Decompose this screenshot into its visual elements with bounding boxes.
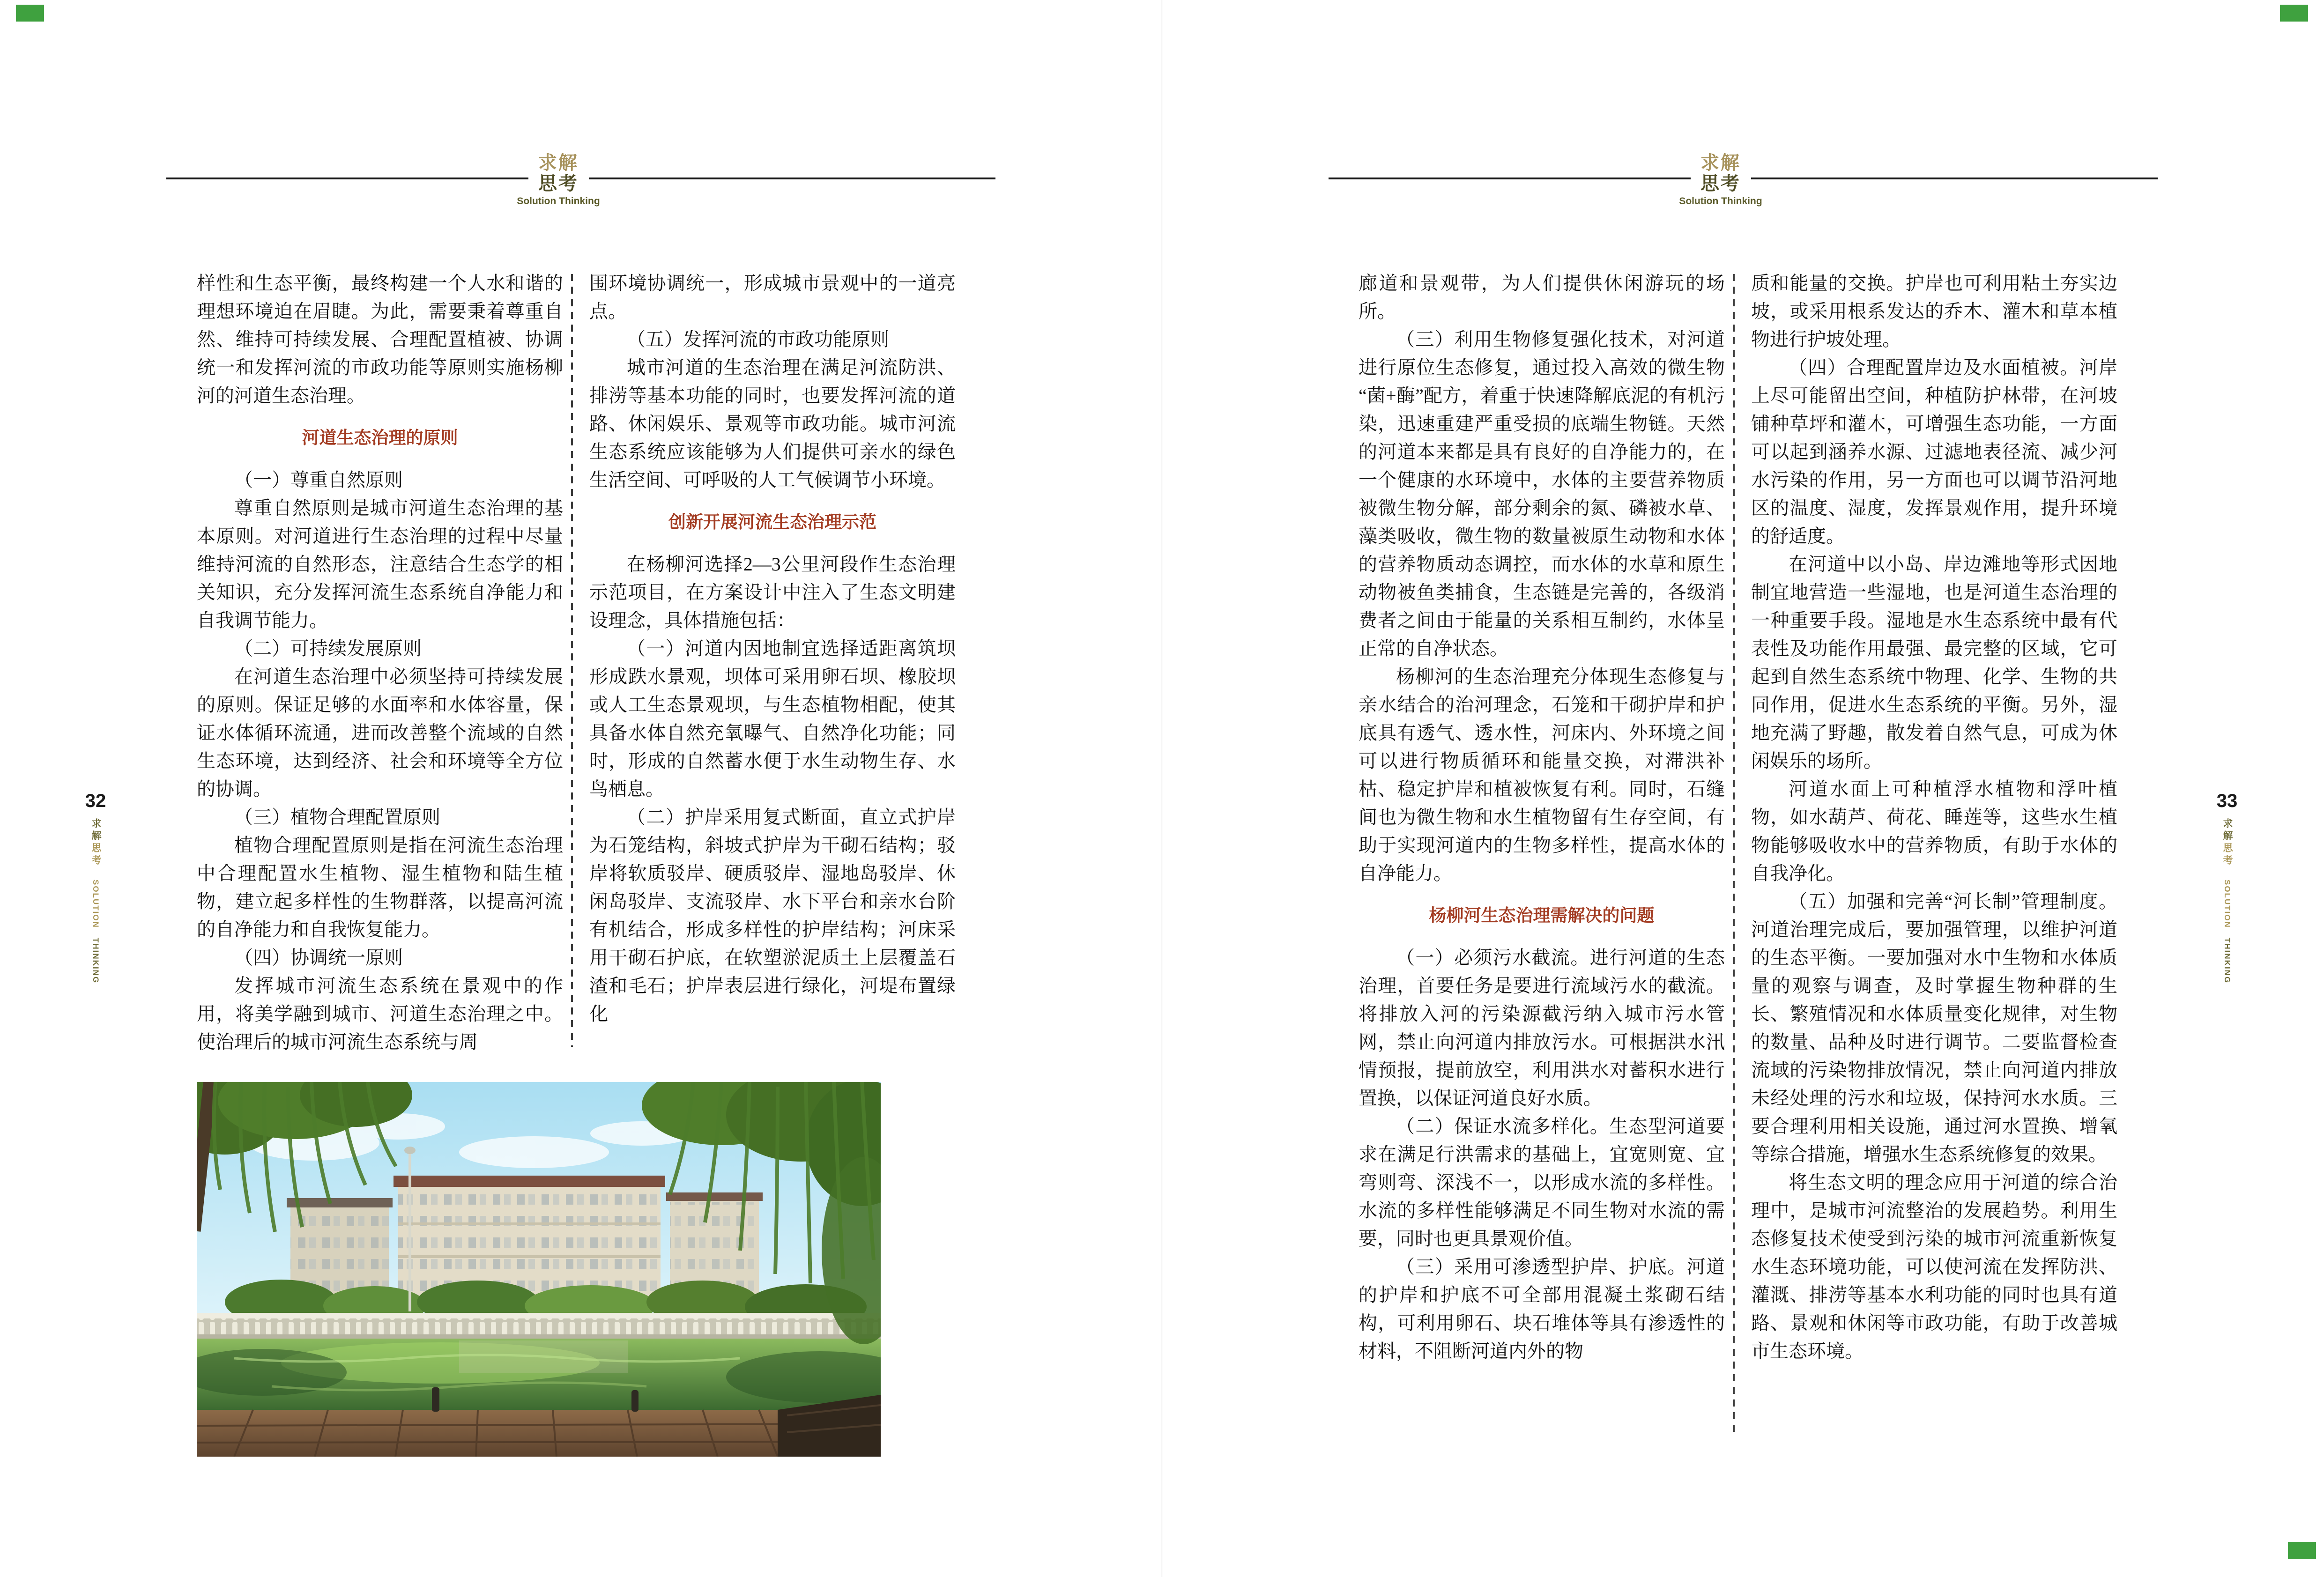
- sidebar-brand-english: [91, 880, 100, 984]
- column-divider-dashed: [571, 274, 573, 1047]
- photo-balustrade: [197, 1313, 881, 1339]
- brand-logo-cjk-bottom: 思考: [1700, 173, 1741, 194]
- body-paragraph: （四）协调统一原则: [234, 947, 403, 968]
- body-paragraph: 城市河道的生态治理在满足河流防洪、排涝等基本功能的同时，也要发挥河流的道路、休闲娱乐、景观等市政功能。城市河流生态系统应该能够为人们提供可亲水的绿色生活空间、可呼吸的人工气候调节小环境。: [589, 357, 956, 490]
- body-paragraph: 在杨柳河选择2—3公里河段作生态治理示范项目，在方案设计中注入了生态文明建设理念，具体措施包括：: [589, 554, 956, 631]
- sidebar-brand-en-2: THINKING: [2223, 937, 2232, 984]
- brand-logo-cjk-top: 求解: [538, 153, 579, 173]
- body-paragraph: 发挥城市河流生态系统在景观中的作用，将美学融到城市、河道生态治理之中。使治理后的城市河流生态系统与周: [197, 975, 563, 1052]
- header-rule-right-segment: [589, 178, 995, 179]
- sidebar-brand-cjk: [89, 818, 103, 867]
- sidebar-brand-cjk-2: 思考: [2222, 843, 2233, 867]
- sidebar-brand-en-1: SOLUTION: [2223, 880, 2232, 928]
- body-paragraph: 围环境协调统一，形成城市景观中的一道亮点。: [589, 273, 956, 322]
- brand-logo: [517, 154, 600, 206]
- body-paragraph: 廊道和景观带，为人们提供休闲游玩的场所。: [1359, 273, 1725, 322]
- right-page-column-2: [1751, 269, 2117, 1438]
- body-paragraph: （三）植物合理配置原则: [234, 807, 440, 828]
- brand-logo-subtitle: Solution Thinking: [1679, 196, 1762, 207]
- sidebar-brand-en-2: THINKING: [91, 937, 100, 984]
- river-photo-graphic: [197, 1082, 881, 1457]
- brand-logo-cjk-top: 求解: [1700, 153, 1741, 173]
- body-paragraph: （五）加强和完善“河长制”管理制度。河道治理完成后，要加强管理，以维护河道的生态平衡。一要加强对水中生物和水体质量的观察与调查，及时掌握生物种群的生长、繁殖情况和水体质量变化规律，对生物的数量、品种及时进行调节。二要监督检查流域的污染物排放情况，禁止向河道内排放未经处理的污水和垃圾，保持河水水质。三要合理利用相关设施，通过河水置换、增氧等综合措施，增强水生态系统修复的效果。: [1751, 891, 2117, 1165]
- page-edge-marker-left: [84, 791, 107, 986]
- header-rule-left-segment: [1329, 178, 1691, 179]
- sidebar-brand-en-1: SOLUTION: [91, 880, 100, 928]
- header-rule-left-segment: [166, 178, 528, 179]
- body-paragraph: 将生态文明的理念应用于河道的综合治理中，是城市河流整治的发展趋势。利用生态修复技术使受到污染的城市河流重新恢复水生态环境功能，可以使河流在发挥防洪、灌溉、排涝等基本水利功能的同时也具有道路、景观和休闲等市政功能，有助于改善城市生态环境。: [1751, 1172, 2117, 1362]
- brand-logo: [1679, 154, 1762, 206]
- body-paragraph: （三）采用可渗透型护岸、护底。河道的护岸和护底不可全部用混凝土浆砌石结构，可利用卵石、块石堆体等具有渗透性的材料，不阻断河道内外的物: [1359, 1256, 1725, 1362]
- section-heading: 创新开展河流生态治理示范: [668, 512, 876, 532]
- body-paragraph: 样性和生态平衡，最终构建一个人水和谐的理想环境迫在眉睫。为此，需要秉着尊重自然、维持可持续发展、合理配置植被、协调统一和发挥河流的市政功能等原则实施杨柳河的河道生态治理。: [197, 273, 563, 406]
- body-paragraph: 杨柳河的生态治理充分体现生态修复与亲水结合的治河理念，石笼和干砌护岸和护底具有透气、透水性，河床内、外环境之间可以进行物质循环和能量交换，对滞洪补枯、稳定护岸和植被恢复有利。同时，石缝间也为微生物和水生植物留有生存空间，有助于实现河道内的生物多样性，提高水体的自净能力。: [1359, 666, 1725, 884]
- header-rule-right-segment: [1751, 178, 2158, 179]
- sidebar-brand-cjk: [2220, 818, 2234, 867]
- body-paragraph: （一）尊重自然原则: [234, 469, 403, 490]
- section-heading: 河道生态治理的原则: [302, 428, 458, 447]
- photo-water: [197, 1339, 881, 1412]
- body-paragraph: 尊重自然原则是城市河道生态治理的基本原则。对河道进行生态治理的过程中尽量维持河流的自然形态，注意结合生态学的相关知识，充分发挥河流生态系统自净能力和自我调节能力。: [197, 497, 563, 631]
- column-divider-dashed: [1733, 274, 1735, 1436]
- body-paragraph: 在河道中以小岛、岸边滩地等形式因地制宜地营造一些湿地，也是河道生态治理的一种重要手段。湿地是水生态系统中最有代表性及功能作用最强、最完整的区域，它可起到自然生态系统中物理、化学、生物的共同作用，促进水生态系统的平衡。另外，湿地充满了野趣，散发着自然气息，可成为休闲娱乐的场所。: [1751, 554, 2117, 771]
- body-paragraph: （二）护岸采用复式断面，直立式护岸为石笼结构，斜坡式护岸为干砌石结构；驳岸将软质驳岸、硬质驳岸、湿地岛驳岸、休闲岛驳岸、支流驳岸、水下平台和亲水台阶有机结合，形成多样性的护岸结构；河床采用干砌石护底，在软塑淤泥质土上层覆盖石渣和毛石；护岸表层进行绿化，河堤布置绿化: [589, 807, 956, 1024]
- body-paragraph: 植物合理配置原则是指在河流生态治理中合理配置水生植物、湿生植物和陆生植物，建立起多样性的生物群落，以提高河流的自净能力和自我恢复能力。: [197, 835, 563, 940]
- body-paragraph: （一）河道内因地制宜选择适距离筑坝形成跌水景观，坝体可采用卵石坝、橡胶坝或人工生态景观坝，与生态植物相配，使其具备水体自然充氧曝气、自然净化功能；同时，形成的自然蓄水便于水生动物生存、水鸟栖息。: [589, 638, 956, 800]
- body-paragraph: （二）保证水流多样化。生态型河道要求在满足行洪需求的基础上，宜宽则宽、宜弯则弯、深浅不一，以形成水流的多样性。水流的多样性能够满足不同生物对水流的需要，同时也更具景观价值。: [1359, 1116, 1725, 1249]
- body-paragraph: 在河道生态治理中必须坚持可持续发展的原则。保证足够的水面率和水体容量，保证水体循环流通，进而改善整个流域的自然生态环境，达到经济、社会和环境等全方位的协调。: [197, 666, 563, 800]
- brand-logo-subtitle: Solution Thinking: [517, 196, 600, 207]
- left-page-column-2: [589, 269, 956, 1066]
- body-paragraph: 河道水面上可种植浮水植物和浮叶植物，如水葫芦、荷花、睡莲等，这些水生植物能够吸收水中的营养物质，有助于水体的自我净化。: [1751, 778, 2117, 884]
- page-edge-marker-right: [2216, 791, 2238, 986]
- brand-logo-cjk-bottom: 思考: [538, 173, 579, 194]
- sidebar-brand-cjk-1: 求解: [90, 818, 101, 843]
- river-photo: [197, 1082, 881, 1457]
- left-page-column-1: [197, 269, 563, 1066]
- body-paragraph: （二）可持续发展原则: [234, 638, 422, 659]
- section-heading: 杨柳河生态治理需解决的问题: [1429, 906, 1655, 925]
- sidebar-brand-cjk-1: 求解: [2222, 818, 2233, 843]
- sidebar-brand-cjk-2: 思考: [90, 843, 101, 867]
- body-paragraph: （一）必须污水截流。进行河道的生态治理，首要任务是要进行流域污水的截流。将排放入河的污染源截污纳入城市污水管网，禁止向河道内排放污水。可根据洪水汛情预报，提前放空，利用洪水对蓄积水进行置换，以保证河道良好水质。: [1359, 947, 1725, 1109]
- body-paragraph: （三）利用生物修复强化技术，对河道进行原位生态修复，通过投入高效的微生物“菌+酶”配方，着重于快速降解底泥的有机污染，迅速重建严重受损的底端生物链。天然的河道本来都是具有良好的自净能力的，在一个健康的水环境中，水体的主要营养物质被微生物分解，部分剩余的氮、磷被水草、藻类吸收，微生物的数量被原生动物和水体的营养物质动态调控，而水体的水草和原生动物被鱼类捕食，生态链是完善的，各级消费者之间由于能量的关系相互制约，水体呈正常的自净状态。: [1359, 329, 1725, 659]
- body-paragraph: （四）合理配置岸边及水面植被。河岸上尽可能留出空间，种植防护林带，在河坡铺种草坪和灌木，可增强生态功能，一方面可以起到涵养水源、过滤地表径流、减少河水污染的作用，另一方面也可以调节沿河地区的温度、湿度，发挥景观作用，提升环境的舒适度。: [1751, 357, 2117, 547]
- page-number: 33: [2216, 791, 2238, 811]
- body-paragraph: 质和能量的交换。护岸也可利用粘土夯实边坡，或采用根系发达的乔木、灌木和草本植物进行护坡处理。: [1751, 273, 2117, 350]
- right-page-column-1: [1359, 269, 1725, 1438]
- right-page: [1162, 0, 2324, 1577]
- sidebar-brand-english: [2222, 880, 2232, 984]
- page-number: 32: [85, 791, 106, 811]
- body-paragraph: （五）发挥河流的市政功能原则: [627, 329, 889, 350]
